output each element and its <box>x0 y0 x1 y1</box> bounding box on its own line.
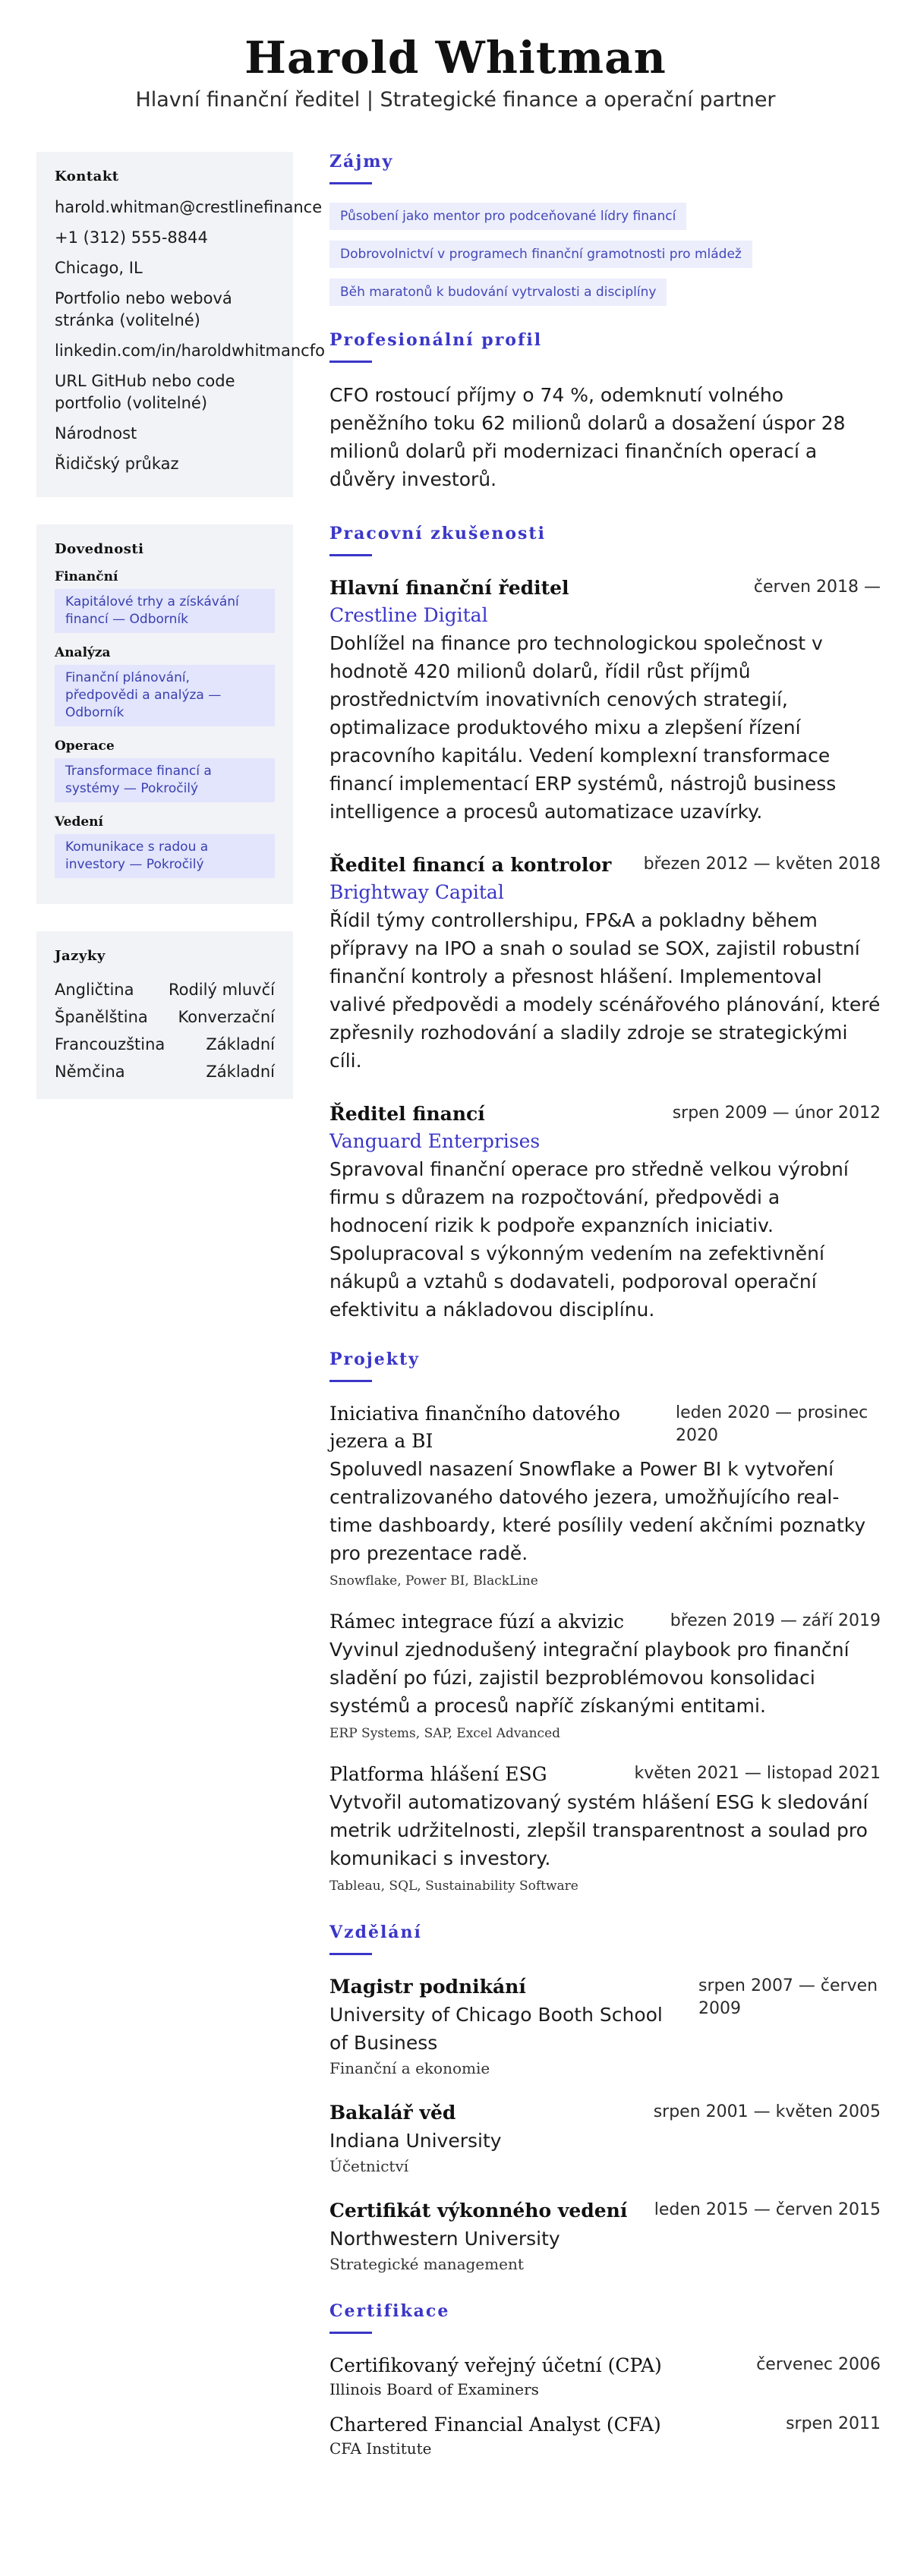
languages-card <box>36 931 293 1099</box>
job-role: Hlavní finanční ředitel <box>329 577 569 599</box>
education-section <box>329 1923 881 2275</box>
section-rule <box>329 2332 372 2334</box>
candidate-name: Harold Whitman <box>244 32 667 83</box>
section-rule <box>329 361 372 363</box>
experience-section <box>329 524 881 1324</box>
skill-group <box>55 814 275 878</box>
contact-license: Řidičský průkaz <box>55 455 179 473</box>
certification-date: srpen 2011 <box>786 2414 881 2433</box>
contact-email[interactable]: harold.whitman@crestlinefinance <box>55 198 323 216</box>
skill-chip: Transformace financí a systémy — Pokročilý <box>55 758 275 802</box>
language-row <box>55 1058 275 1085</box>
language-name: Španělština <box>55 1008 148 1026</box>
education-field: Finanční a ekonomie <box>329 2059 490 2077</box>
education-date: leden 2015 — červen 2015 <box>654 2200 881 2219</box>
experience-entry <box>329 1101 881 1324</box>
school-name: University of Chicago Booth School of Business <box>329 2004 663 2054</box>
language-row <box>55 1031 275 1058</box>
language-name: Francouzština <box>55 1035 165 1053</box>
project-date: květen 2021 — listopad 2021 <box>634 1764 881 1783</box>
education-date: srpen 2007 — červen 2009 <box>698 1976 878 2018</box>
education-field: Účetnictví <box>329 2157 409 2175</box>
section-title: Profesionální profil <box>329 330 543 350</box>
job-company: Brightway Capital <box>329 881 504 903</box>
language-level: Rodilý mluvčí <box>168 981 275 999</box>
skill-chip: Komunikace s radou a investory — Pokročilý <box>55 834 275 878</box>
skill-category: Finanční <box>55 569 118 584</box>
contact-github: URL GitHub nebo code portfolio (volitelné) <box>55 372 235 412</box>
degree-name: Magistr podnikání <box>329 1976 526 1998</box>
project-entry <box>329 1608 881 1744</box>
language-row <box>55 976 275 1003</box>
education-date: srpen 2001 — květen 2005 <box>653 2102 881 2121</box>
school-name: Indiana University <box>329 2130 502 2152</box>
job-description: Dohlížel na finance pro technologickou společnost v hodnotě 420 milionů dolarů, řídil růst příjmů prostřednictvím inovativních cenových strategií, optimalizace produktového mixu a zlepšení řízení pracovního kapitálu. Vedení komplexní transformace financí implementací ERP systémů, nástrojů business intelligence a procesů automatizace uzavírky. <box>329 632 837 823</box>
certifications-section <box>329 2301 881 2458</box>
language-name: Angličtina <box>55 981 134 999</box>
projects-section <box>329 1349 881 1897</box>
section-title: Pracovní zkušenosti <box>329 524 546 543</box>
project-tech: Tableau, SQL, Sustainability Software <box>329 1878 578 1894</box>
contact-nationality: Národnost <box>55 424 137 442</box>
contact-location: Chicago, IL <box>55 259 143 277</box>
education-field: Strategické management <box>329 2255 524 2273</box>
experience-entry <box>329 575 881 826</box>
skill-category: Analýza <box>55 645 111 660</box>
language-level: Konverzační <box>178 1008 275 1026</box>
project-date: leden 2020 — prosinec 2020 <box>676 1403 868 1445</box>
job-description: Řídil týmy controllershipu, FP&A a pokladny během přípravy na IPO a snah o soulad se SOX, zajistil robustní finanční kontroly a přesnost hlášení. Implementoval valivé předpovědi a modely scénářového plánování, které zpřesnily rozhodování a sladily zdroje se strategickými cíli. <box>329 909 881 1072</box>
certification-issuer: CFA Institute <box>329 2439 432 2458</box>
skill-chip: Kapitálové trhy a získávání financí — Odborník <box>55 589 275 633</box>
section-title: Zájmy <box>329 152 394 172</box>
contact-phone: +1 (312) 555-8844 <box>55 228 208 247</box>
certification-entry <box>329 2352 881 2399</box>
certification-issuer: Illinois Board of Examiners <box>329 2380 539 2398</box>
skill-group <box>55 645 275 726</box>
contact-title: Kontakt <box>55 168 119 184</box>
skills-card <box>36 524 293 904</box>
skill-group <box>55 569 275 633</box>
certification-name: Chartered Financial Analyst (CFA) <box>329 2414 661 2436</box>
project-entry <box>329 1400 881 1592</box>
degree-name: Bakalář věd <box>329 2102 456 2124</box>
section-title: Vzdělání <box>329 1923 422 1942</box>
job-date: březen 2012 — květen 2018 <box>643 855 881 874</box>
contact-card <box>36 152 325 497</box>
contact-linkedin[interactable]: linkedin.com/in/haroldwhitmancfo <box>55 342 325 360</box>
project-name: Rámec integrace fúzí a akvizic <box>329 1611 624 1633</box>
sidebar <box>36 152 325 1126</box>
skill-category: Operace <box>55 738 115 754</box>
language-level: Základní <box>206 1035 275 1053</box>
job-company: Vanguard Enterprises <box>329 1130 541 1152</box>
project-entry <box>329 1761 881 1897</box>
project-description: Vytvořil automatizovaný systém hlášení ESG k sledování metrik udržitelnosti, zlepšil transparentnost a soulad pro komunikaci s investory. <box>329 1791 868 1869</box>
job-date: červen 2018 — <box>753 578 881 597</box>
job-date: srpen 2009 — únor 2012 <box>672 1104 881 1123</box>
section-title: Certifikace <box>329 2301 450 2321</box>
language-level: Základní <box>206 1063 275 1081</box>
certification-date: červenec 2006 <box>756 2355 881 2374</box>
interest-chip: Běh maratonů k budování vytrvalosti a disciplíny <box>329 279 667 306</box>
section-rule <box>329 1953 372 1955</box>
section-rule <box>329 1380 372 1382</box>
certification-entry <box>329 2411 881 2458</box>
interests-section <box>329 152 881 316</box>
experience-entry <box>329 852 881 1075</box>
skill-group <box>55 738 275 802</box>
section-rule <box>329 182 372 184</box>
certification-name: Certifikovaný veřejný účetní (CPA) <box>329 2354 662 2376</box>
job-role: Ředitel financí a kontrolor <box>329 854 612 876</box>
job-company: Crestline Digital <box>329 604 488 626</box>
interest-chip: Dobrovolnictví v programech finanční gramotnosti pro mládež <box>329 241 752 268</box>
resume-header <box>0 0 911 112</box>
project-tech: ERP Systems, SAP, Excel Advanced <box>329 1726 561 1741</box>
main-column <box>329 152 881 2484</box>
section-title: Projekty <box>329 1349 420 1369</box>
section-rule <box>329 554 372 556</box>
interest-chip: Působení jako mentor pro podceňované lídry financí <box>329 203 686 230</box>
project-name: Iniciativa finančního datového jezera a BI <box>329 1403 620 1452</box>
job-description: Spravoval finanční operace pro středně velkou výrobní firmu s důrazem na rozpočtování, předpovědi a hodnocení rizik k podpoře expanzních iniciativ. Spolupracoval s výkonným vedením na zefektivnění nákupů a vztahů s dodavateli, podporoval operační efektivitu a nákladovou disciplínu. <box>329 1158 849 1321</box>
education-entry <box>329 2099 881 2178</box>
project-description: Vyvinul zjednodušený integrační playbook pro finanční sladění po fúzi, zajistil bezproblémovou konsolidaci systémů a procesů napříč získanými entitami. <box>329 1639 850 1717</box>
project-description: Spoluvedl nasazení Snowflake a Power BI k vytvoření centralizovaného datového jezera, umožňujícího real-time dashboardy, které posílily vedení akčními poznatky pro prezentace radě. <box>329 1458 866 1564</box>
education-entry <box>329 2197 881 2275</box>
candidate-headline: Hlavní finanční ředitel | Strategické finance a operační partner <box>135 88 776 112</box>
skill-category: Vedení <box>55 814 103 830</box>
project-date: březen 2019 — září 2019 <box>670 1611 881 1630</box>
degree-name: Certifikát výkonného vedení <box>329 2200 628 2222</box>
profile-summary: CFO rostoucí příjmy o 74 %, odemknutí volného peněžního toku 62 milionů dolarů a dosažení úspor 28 milionů dolarů při modernizaci finančních operací a důvěry investorů. <box>329 384 846 490</box>
contact-portfolio: Portfolio nebo webová stránka (volitelné) <box>55 289 232 329</box>
skill-chip: Finanční plánování, předpovědi a analýza — Odborník <box>55 665 275 726</box>
project-tech: Snowflake, Power BI, BlackLine <box>329 1573 538 1589</box>
school-name: Northwestern University <box>329 2228 560 2250</box>
language-name: Němčina <box>55 1063 125 1081</box>
project-name: Platforma hlášení ESG <box>329 1763 547 1785</box>
skills-title: Dovednosti <box>55 541 144 557</box>
profile-section <box>329 330 881 493</box>
education-entry <box>329 1973 881 2080</box>
languages-title: Jazyky <box>55 948 106 964</box>
language-row <box>55 1003 275 1031</box>
job-role: Ředitel financí <box>329 1103 485 1125</box>
